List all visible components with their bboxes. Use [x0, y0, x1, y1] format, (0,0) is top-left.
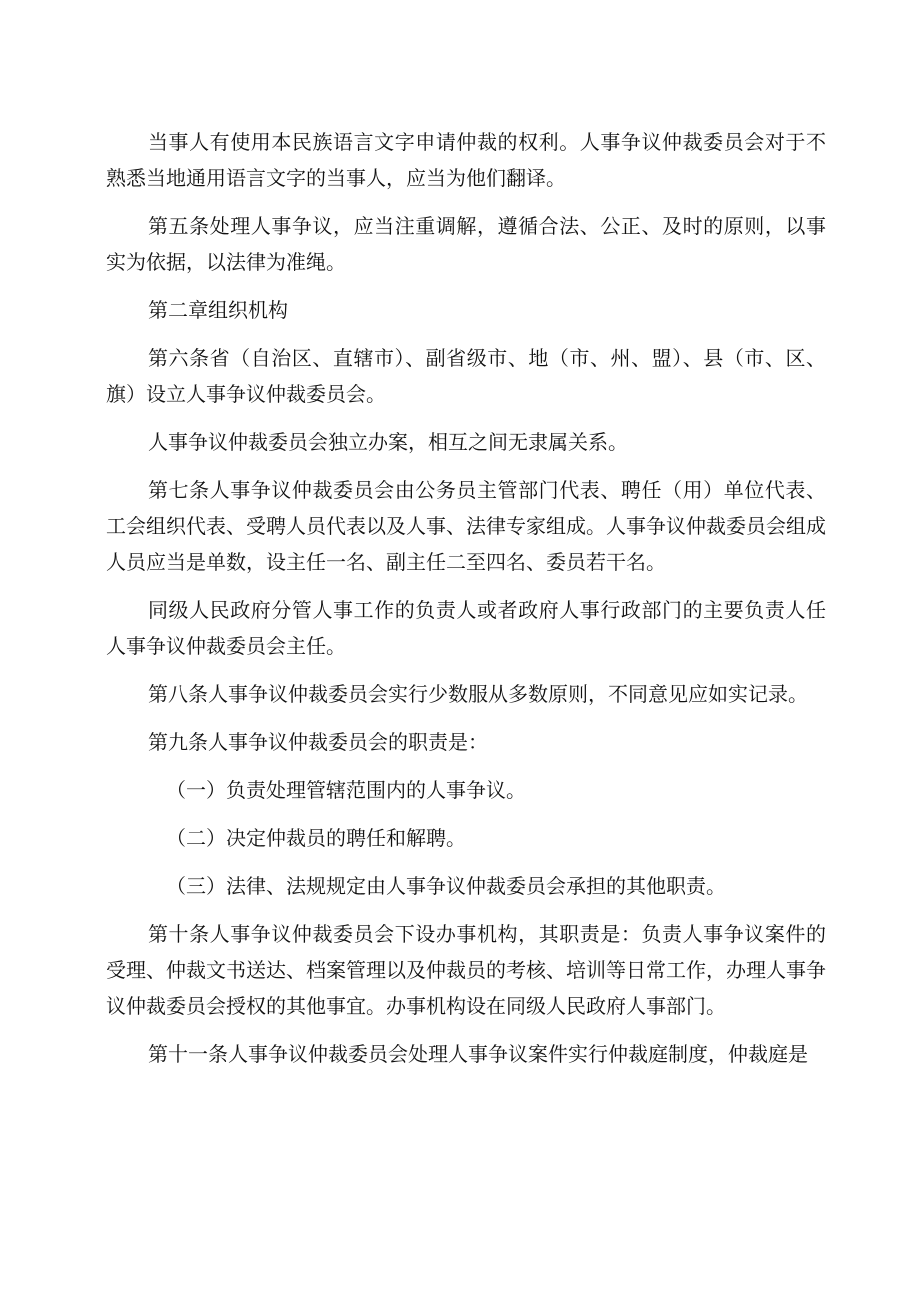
chapter-heading: 第二章组织机构	[148, 298, 288, 322]
list-item-1: （一）负责处理管辖范围内的人事争议。	[166, 778, 526, 802]
paragraph-independence: 人事争议仲裁委员会独立办案，相互之间无隶属关系。	[148, 430, 628, 454]
list-item-3: （三）法律、法规规定由人事争议仲裁委员会承担的其他职责。	[166, 874, 726, 898]
paragraph-article-11: 第十一条人事争议仲裁委员会处理人事争议案件实行仲裁庭制度，仲裁庭是	[148, 1042, 808, 1066]
list-item-2: （二）决定仲裁员的聘任和解聘。	[166, 826, 466, 850]
paragraph-director: 同级人民政府分管人事工作的负责人或者政府人事行政部门的主要负责人任人事争议仲裁委员会主任。	[106, 598, 826, 658]
document-body	[106, 124, 826, 1084]
paragraph-article-8: 第八条人事争议仲裁委员会实行少数服从多数原则，不同意见应如实记录。	[148, 682, 808, 706]
paragraph-article-9: 第九条人事争议仲裁委员会的职责是：	[148, 730, 488, 754]
paragraph-article-5: 第五条处理人事争议，应当注重调解，遵循合法、公正、及时的原则，以事实为依据，以法律为准绳。	[106, 214, 826, 274]
paragraph-article-7: 第七条人事争议仲裁委员会由公务员主管部门代表、聘任（用）单位代表、工会组织代表、受聘人员代表以及人事、法律专家组成。人事争议仲裁委员会组成人员应当是单数，设主任一名、副主任二至四名、委员若干名。	[106, 478, 826, 574]
paragraph-article-10: 第十条人事争议仲裁委员会下设办事机构，其职责是：负责人事争议案件的受理、仲裁文书送达、档案管理以及仲裁员的考核、培训等日常工作，办理人事争议仲裁委员会授权的其他事宜。办事机构设在同级人民政府人事部门。	[106, 922, 826, 1018]
paragraph-article-6: 第六条省（自治区、直辖市）、副省级市、地（市、州、盟）、县（市、区、旗）设立人事争议仲裁委员会。	[106, 346, 826, 406]
paragraph-1: 当事人有使用本民族语言文字申请仲裁的权利。人事争议仲裁委员会对于不熟悉当地通用语言文字的当事人，应当为他们翻译。	[106, 130, 826, 190]
